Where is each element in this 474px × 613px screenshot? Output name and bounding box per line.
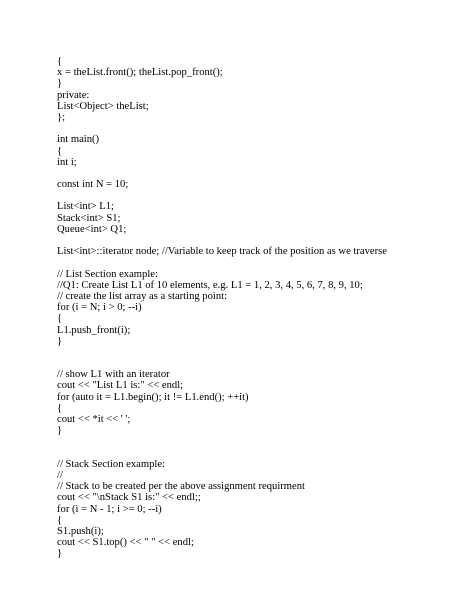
- blank-line: [57, 436, 457, 447]
- code-line: // List Section example:: [57, 268, 158, 280]
- code-line: //Q1: Create List L1 of 10 elements, e.g. L1 = 1, 2, 3, 4, 5, 6, 7, 8, 9, 10;: [57, 279, 363, 291]
- code-line: }: [57, 425, 63, 437]
- code-line: S1.push(i);: [57, 525, 104, 537]
- blank-line: [57, 257, 457, 268]
- code-line: for (i = N; i > 0; --i): [57, 302, 142, 314]
- code-line: // Stack to be created per the above assignment requirment: [57, 481, 305, 493]
- code-line: for (auto it = L1.begin(); it != L1.end(); ++it): [57, 391, 249, 403]
- code-line: List<Object> theList;: [57, 100, 149, 112]
- code-line: cout << "\nStack S1 is:" << endl;;: [57, 492, 201, 504]
- code-listing: [57, 56, 457, 559]
- code-line: x = theList.front(); theList.pop_front();: [57, 67, 223, 79]
- code-line: }: [57, 548, 63, 560]
- code-line: }: [57, 78, 63, 90]
- code-line: {: [57, 402, 63, 414]
- code-line: List<int>::iterator node; //Variable to keep track of the position as we traverse: [57, 246, 387, 258]
- code-line: //: [57, 469, 63, 481]
- code-line: const int N = 10;: [57, 179, 129, 191]
- code-line: };: [57, 111, 66, 123]
- code-line: {: [57, 145, 63, 157]
- code-line: cout << S1.top() << " " << endl;: [57, 537, 194, 549]
- code-line: L1.push_front(i);: [57, 324, 131, 336]
- code-line: private:: [57, 89, 90, 101]
- code-line: int main(): [57, 134, 100, 146]
- code-line: {: [57, 56, 63, 67]
- code-line: cout << "List L1 is:" << endl;: [57, 380, 184, 392]
- blank-line: [57, 190, 457, 201]
- blank-line: [57, 235, 457, 246]
- code-line: // show L1 with an iterator: [57, 369, 170, 381]
- blank-line: [57, 448, 457, 459]
- code-line: // create the list array as a starting point:: [57, 290, 228, 302]
- code-line: // Stack Section example:: [57, 458, 165, 470]
- code-line: {: [57, 514, 63, 526]
- code-line: Stack<int> S1;: [57, 212, 121, 224]
- code-line: {: [57, 313, 63, 325]
- blank-line: [57, 168, 457, 179]
- blank-line: [57, 347, 457, 358]
- code-line: int i;: [57, 156, 77, 168]
- code-line: Queue<int> Q1;: [57, 223, 127, 235]
- code-line: List<int> L1;: [57, 201, 114, 213]
- blank-line: [57, 358, 457, 369]
- code-line: cout << *it << ' ';: [57, 414, 131, 425]
- code-line: }: [57, 335, 63, 347]
- code-line: for (i = N - 1; i >= 0; --i): [57, 503, 162, 515]
- blank-line: [57, 123, 457, 134]
